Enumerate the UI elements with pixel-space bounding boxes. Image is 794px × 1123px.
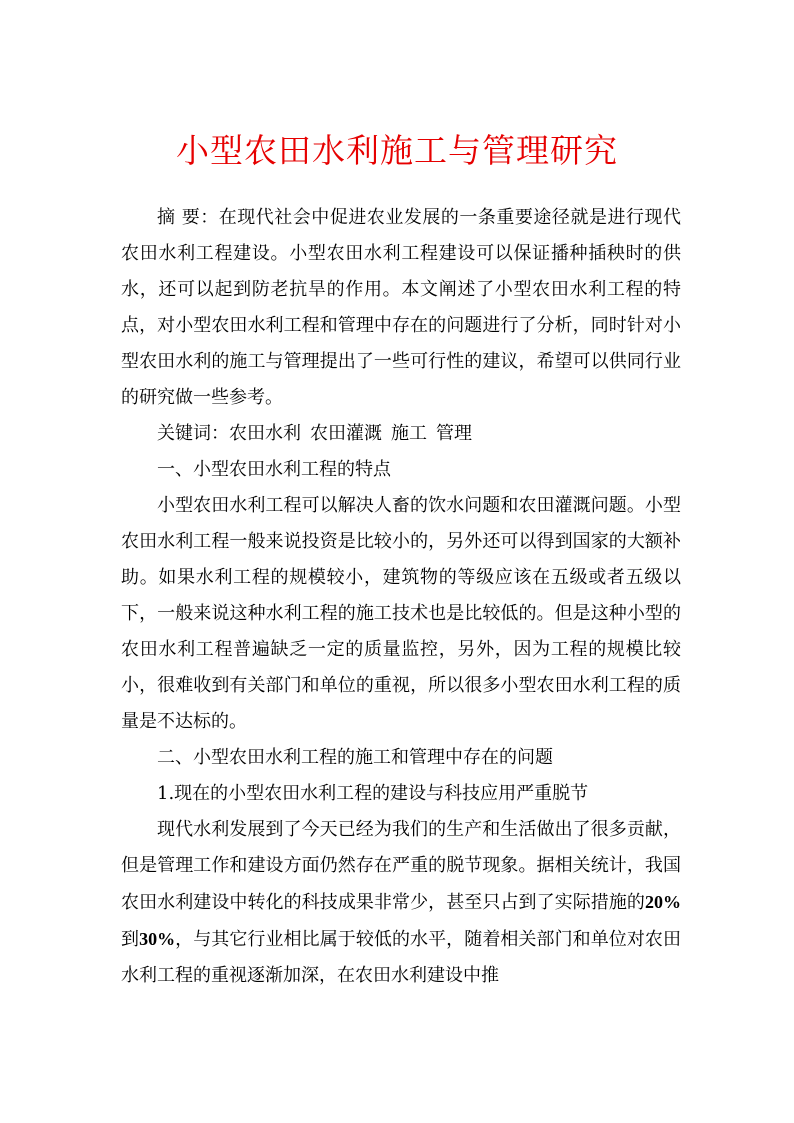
keyword-item: 施工 (391, 423, 427, 444)
document-title: 小型农田水利施工与管理研究 (176, 131, 618, 170)
keywords-paragraph (121, 416, 681, 452)
section1-heading: 一、小型农田水利工程的特点 (157, 459, 391, 480)
document-body (121, 200, 681, 994)
percentage-high: 30% (139, 929, 176, 949)
subsection1-to: 到 (121, 929, 140, 950)
abstract-text: 在现代社会中促进农业发展的一条重要途径就是进行现代农田水利工程建设。小型农田水利工程建设可以保证播种插秧时的供水，还可以起到防老抗旱的作用。本文阐述了小型农田水利工程的特点，对小型农田水利工程和管理中存在的问题进行了分析，同时针对小型农田水利的施工与管理提出了一些可行性的建议，希望可以供同行业的研究做一些参考。 (121, 207, 681, 408)
abstract-label: 摘 要： (157, 207, 219, 228)
keyword-item: 管理 (436, 423, 472, 444)
keyword-item: 农田水利 (229, 423, 301, 444)
subsection1-paragraph (121, 812, 681, 994)
subsection1-text-b: ，与其它行业相比属于较低的水平，随着相关部门和单位对农田水利工程的重视逐渐加深，在农田水利建设中推 (121, 929, 682, 986)
section1-paragraph: 小型农田水利工程可以解决人畜的饮水问题和农田灌溉问题。小型农田水利工程一般来说投资是比较小的，另外还可以得到国家的大额补助。如果水利工程的规模较小，建筑物的等级应该在五级或者五级以下，一般来说这种水利工程的施工技术也是比较低的。但是这种小型的农田水利工程普遍缺乏一定的质量监控，另外，因为工程的规模比较小，很难收到有关部门和单位的重视，所以很多小型农田水利工程的质量是不达标的。 (121, 495, 681, 732)
percentage-low: 20% (645, 892, 681, 912)
keyword-item: 农田灌溉 (310, 423, 382, 444)
abstract-paragraph (121, 200, 681, 416)
section2-heading: 二、小型农田水利工程的施工和管理中存在的问题 (157, 747, 553, 768)
subsection1-text-a: 现代水利发展到了今天已经为我们的生产和生活做出了很多贡献，但是管理工作和建设方面仍然存在严重的脱节现象。据相关统计，我国农田水利建设中转化的科技成果非常少，甚至只占到了实际措施的 (121, 819, 681, 913)
keywords-label: 关键词： (157, 423, 229, 444)
subsection1-heading: 1.现在的小型农田水利工程的建设与科技应用严重脱节 (157, 783, 589, 804)
